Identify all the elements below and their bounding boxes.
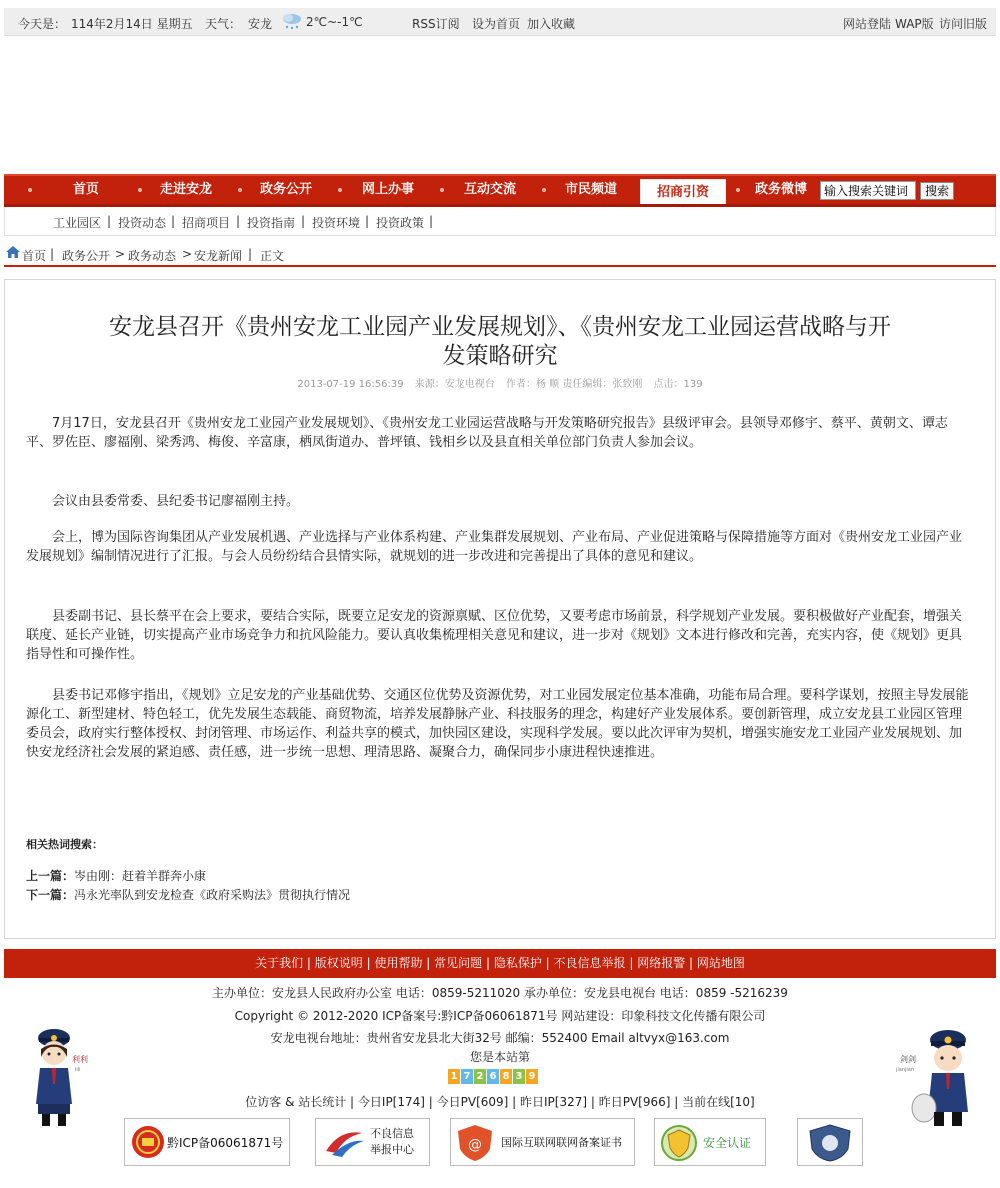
counter-digit: 6: [487, 1069, 499, 1084]
icp-badge[interactable]: [124, 1118, 290, 1166]
counter-digit: 7: [461, 1069, 473, 1084]
site-login-link[interactable]: 网站登陆: [843, 17, 892, 31]
article-source: 来源：安龙电视台: [414, 379, 495, 390]
counter-digit: 3: [513, 1069, 525, 1084]
cloud-snow-icon: [281, 12, 303, 30]
article-hits: 点击：139: [653, 379, 703, 390]
article-title-line: 安龙县召开《贵州安龙工业园产业发展规划》、《贵州安龙工业园运营战略与开: [109, 314, 891, 340]
next-article-label: 下一篇：: [26, 888, 75, 902]
security-cert-text: 安全认证: [703, 1136, 752, 1150]
subnav-separator: |: [171, 214, 176, 228]
article-container: [4, 279, 996, 939]
subnav-item-environment[interactable]: 投资环境: [312, 216, 361, 230]
subnav-separator: |: [429, 214, 434, 228]
counter-digit: 9: [526, 1069, 538, 1084]
city-text: 安龙: [248, 17, 273, 31]
article-meta: [5, 375, 995, 390]
report-center-badge[interactable]: [315, 1118, 430, 1166]
article-paragraph: 县委书记邓修宇指出，《规划》立足安龙的产业基础优势、交通区位优势及资源优势，对工业园发展定位基本准确，功能布局合理。要科学谋划，按照主导发展能源化工、新型建材、特色轻工，优先发展生态载能、商贸物流，培养发展静脉产业、科技服务的理念，构建好产业发展体系。要创新管理，成立安龙县工业园区管理委员会，政府实行整体授权、封闭管理、市场运作、利益共享的模式，加快园区建设，实现科学发展。要以此次评审为契机，增强实施安龙工业园产业发展规划、加快安龙经济社会发展的紧迫感、责任感，进一步统一思想、理清思路、凝聚合力，确保同步小康进程快速推进。: [26, 688, 969, 760]
visitor-counter: [448, 1069, 538, 1085]
nav-item-interaction[interactable]: 互动交流: [463, 182, 516, 197]
breadcrumb-separator: |: [50, 247, 55, 261]
subnav-item-investment-news[interactable]: 投资动态: [118, 216, 167, 230]
nav-item-weibo[interactable]: 政务微博: [754, 182, 807, 197]
footer-links-bar: 关于我们 | 版权说明 | 使用帮助 | 常见问题 | 隐私保护 | 不良信息举报 | 网络报警 | 网站地图: [4, 949, 996, 978]
police-right-name: 剑剑: [900, 1055, 916, 1064]
subnav-item-guide[interactable]: 投资指南: [247, 216, 296, 230]
subnav-separator: |: [236, 214, 241, 228]
breadcrumb-gov-news[interactable]: 政务动态: [128, 249, 177, 263]
nav-item-investment[interactable]: 招商引资: [640, 179, 726, 204]
breadcrumb-current: 正文: [260, 249, 285, 263]
security-cert-badge[interactable]: [654, 1118, 766, 1166]
nav-item-home[interactable]: 首页: [72, 182, 99, 197]
internet-cert-text: 国际互联网联网备案证书: [501, 1136, 622, 1149]
nav-item-gov-affairs[interactable]: 政务公开: [259, 182, 312, 197]
footer-link-help[interactable]: 使用帮助: [374, 956, 423, 970]
article-paragraph: 会上，博为国际咨询集团从产业发展机遇、产业选择与产业体系构建、产业集群发展规划、产业布局、产业促进策略与保障措施等方面对《贵州安龙工业园产业发展规划》编制情况进行了汇报。与会人员纷纷结合县情实际，就规划的进一步改进和完善提出了具体的意见和建议。: [26, 530, 963, 564]
counter-digit: 8: [500, 1069, 512, 1084]
date-text: 114年2月14日 星期五: [71, 17, 193, 31]
footer-address: 安龙电视台地址：贵州省安龙县北大街32号 邮编：552400 Email altvyx@163.com: [270, 1031, 730, 1045]
nav-item-about[interactable]: 走进安龙: [159, 182, 212, 197]
nav-separator: [28, 188, 32, 192]
rss-link[interactable]: RSS订阅: [412, 17, 460, 31]
article-date: 2013-07-19 16:56:39: [297, 379, 404, 390]
subnav-separator: |: [301, 214, 306, 228]
weather-label: 天气：: [205, 17, 242, 31]
breadcrumb-gov-affairs[interactable]: 政务公开: [62, 249, 111, 263]
prev-article-link[interactable]: 岑由刚：赶着羊群奔小康: [74, 869, 207, 883]
security-seal-icon: [660, 1124, 698, 1162]
visitor-prefix: 您是本站第: [469, 1050, 530, 1064]
police-left-name: 利利: [72, 1055, 88, 1064]
emblem-icon: [131, 1125, 165, 1159]
sub-nav: [4, 207, 996, 236]
police-badge[interactable]: [797, 1118, 863, 1166]
breadcrumb-home[interactable]: 首页: [22, 249, 47, 263]
footer-copyright: Copyright © 2012-2020 ICP备案号:黔ICP备06061871号 网站建设：印象科技文化传播有限公司: [234, 1009, 766, 1023]
article-title: [25, 313, 975, 371]
subnav-separator: |: [107, 214, 112, 228]
police-left-pinyin: lili: [75, 1067, 81, 1073]
police-shield-icon: [806, 1123, 854, 1163]
nav-separator: [736, 188, 740, 192]
breadcrumb-chevron: >: [182, 247, 193, 261]
article-paragraph: 会议由县委常委、县纪委书记廖福刚主持。: [52, 494, 300, 509]
shield-icon: [455, 1123, 495, 1163]
article-author: 作者：杨 顺 责任编辑：张致刚: [505, 379, 643, 390]
report-center-text-line: 举报中心: [370, 1143, 414, 1156]
related-keywords-label: 相关热词搜索：: [26, 838, 103, 851]
footer-link-copyright[interactable]: 版权说明: [314, 956, 363, 970]
police-mascot-male-icon: [894, 1026, 980, 1130]
nav-item-online-service[interactable]: 网上办事: [361, 182, 414, 197]
temperature-text: 2℃~-1℃: [306, 15, 363, 29]
counter-digit: 1: [448, 1069, 460, 1084]
svg-text:@: @: [468, 1137, 482, 1153]
home-icon: [6, 246, 20, 258]
subnav-item-projects[interactable]: 招商项目: [182, 216, 231, 230]
subnav-separator: |: [365, 214, 370, 228]
wap-link[interactable]: WAP版: [895, 17, 934, 31]
visitor-stats: 位访客 & 站长统计 | 今日IP[174] | 今日PV[609] | 昨日IP[327] | 昨日PV[966] | 当前在线[10]: [245, 1095, 755, 1109]
prev-article-label: 上一篇：: [26, 869, 75, 883]
footer-link-faq[interactable]: 常见问题: [434, 956, 483, 970]
breadcrumb-separator: |: [248, 247, 253, 261]
footer-sponsor-info: 主办单位：安龙县人民政府办公室 电话：0859-5211020 承办单位：安龙县电视台 电话：0859 -5216239: [212, 986, 788, 1000]
add-favorite-link[interactable]: 加入收藏: [527, 17, 576, 31]
date-label: 今天是：: [18, 17, 67, 31]
subnav-item-policy[interactable]: 投资政策: [376, 216, 425, 230]
next-article: [26, 886, 350, 903]
set-homepage-link[interactable]: 设为首页: [472, 17, 521, 31]
icp-badge-text: 黔ICP备06061871号: [167, 1136, 284, 1150]
prev-article: [26, 867, 206, 884]
report-center-text-line: 不良信息: [370, 1127, 414, 1140]
next-article-link[interactable]: 冯永光率队到安龙检查《政府采购法》贯彻执行情况: [74, 888, 351, 902]
footer-link-sitemap[interactable]: 网站地图: [696, 956, 745, 970]
footer-link-report[interactable]: 不良信息举报: [553, 956, 626, 970]
article-title-line: 发策略研究: [442, 343, 558, 369]
search-button[interactable]: 搜索: [920, 182, 954, 200]
subnav-item-industrial-park[interactable]: 工业园区: [53, 216, 102, 230]
main-nav: [4, 174, 996, 207]
breadcrumb-anlong-news[interactable]: 安龙新闻: [194, 249, 243, 263]
nav-item-citizen[interactable]: 市民频道: [564, 182, 617, 197]
breadcrumb-chevron: >: [115, 247, 126, 261]
counter-digit: 2: [474, 1069, 486, 1084]
footer-link-police[interactable]: 网络报警: [637, 956, 686, 970]
search-input[interactable]: [820, 181, 916, 200]
footer-link-privacy[interactable]: 隐私保护: [493, 956, 542, 970]
top-info-bar: [4, 8, 996, 36]
internet-cert-badge[interactable]: [450, 1118, 635, 1166]
police-right-pinyin: jianjian: [896, 1067, 915, 1073]
swoosh-logo-icon: [322, 1127, 366, 1159]
old-version-link[interactable]: 访问旧版: [939, 17, 988, 31]
footer-link-about[interactable]: 关于我们: [255, 956, 304, 970]
police-mascot-female-icon: [28, 1024, 98, 1128]
article-paragraph: 县委副书记、县长蔡平在会上要求，要结合实际，既要立足安龙的资源禀赋、区位优势，又要考虑市场前景，科学规划产业发展。要积极做好产业配套，增强关联度、延长产业链，切实提高产业市场竞争力和抗风险能力。要认真收集梳理相关意见和建议，进一步对《规划》文本进行修改和完善，充实内容，使《规划》更具指导性和可操作性。: [26, 609, 963, 662]
breadcrumb: [4, 242, 996, 267]
article-paragraph: 7月17日，安龙县召开《贵州安龙工业园产业发展规划》、《贵州安龙工业园运营战略与开发策略研究报告》县级评审会。县领导邓修宇、蔡平、黄朝文、谭志平、罗佐臣、廖福刚、梁秀鸿、梅俊、辛富康，栖凤街道办、普坪镇、钱相乡以及县直相关单位部门负责人参加会议。: [26, 416, 948, 450]
